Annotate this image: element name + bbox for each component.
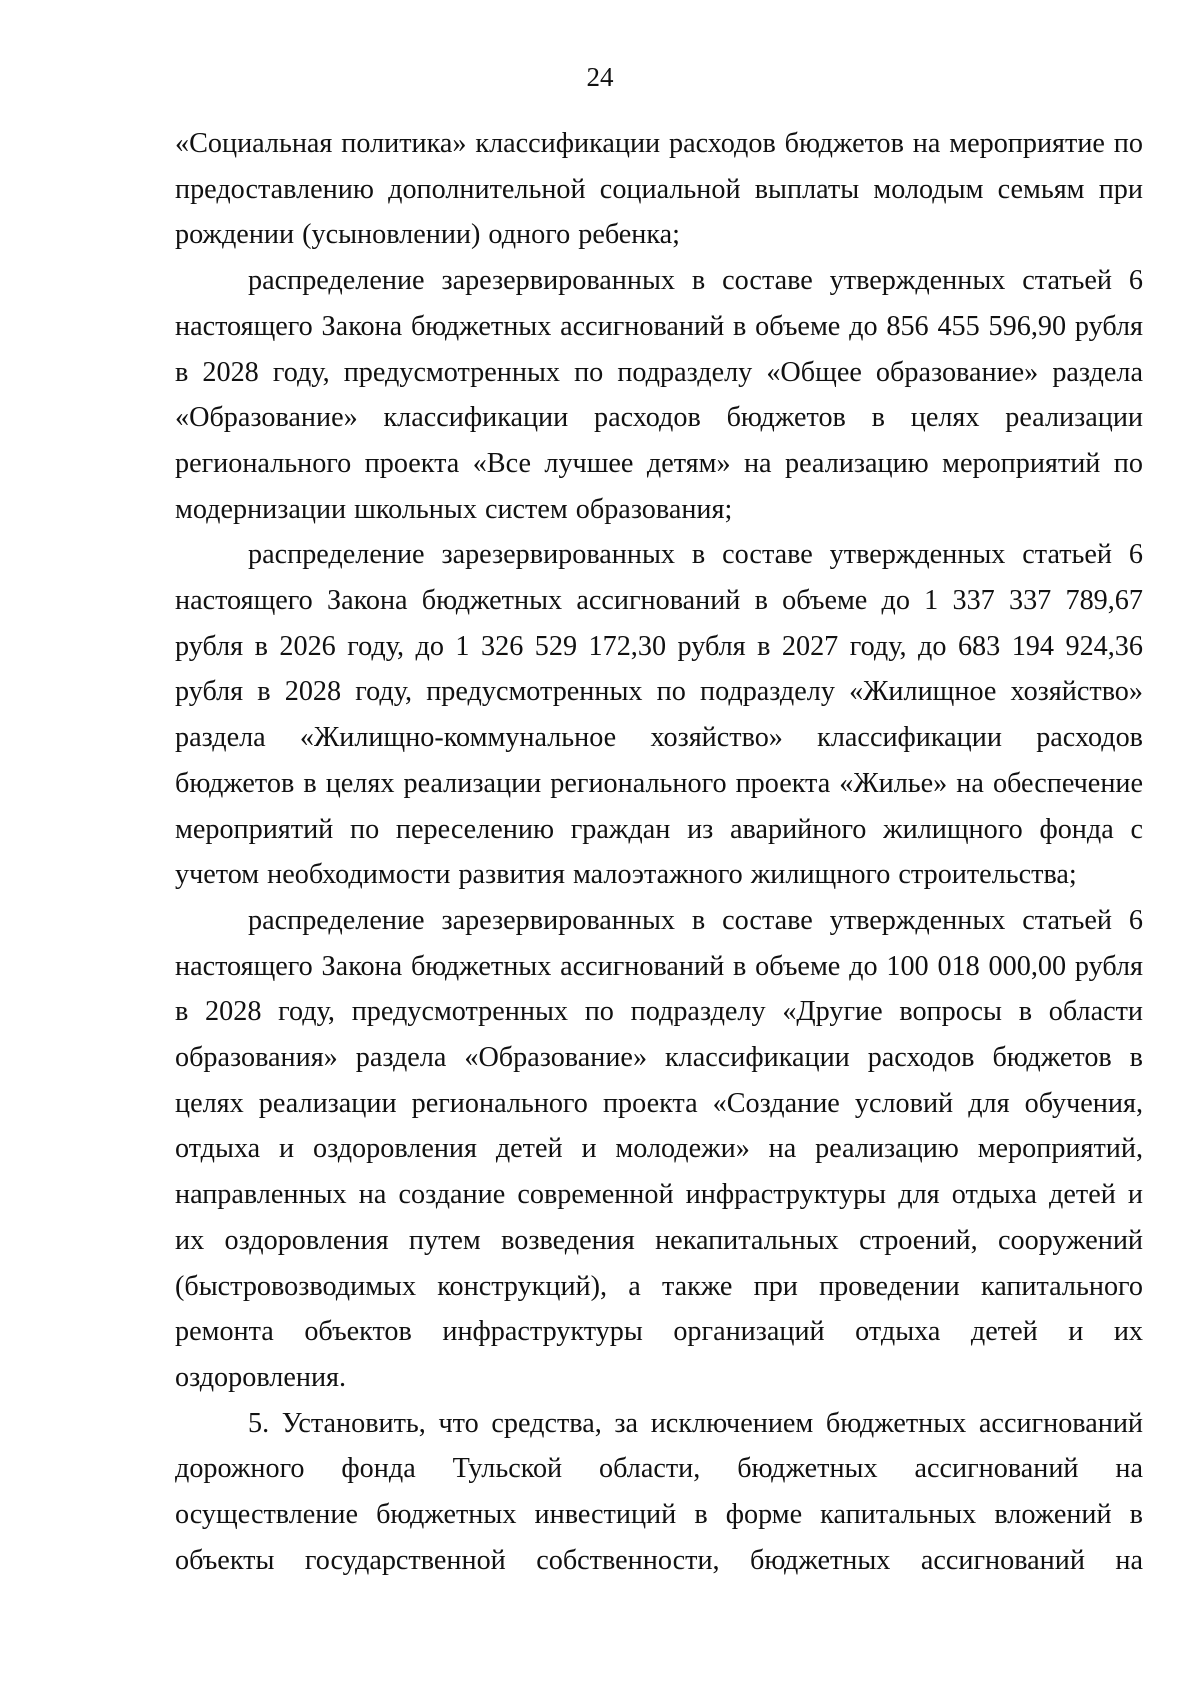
paragraph-general-education: распределение зарезервированных в составе утвержденных статьей 6 настоящего Закона бюджетных ассигнований в объеме до 856 455 596,90 рубля в 2028 году, предусмотренных по подразделу «Общее образование» раздела «Образование» классификации расходов бюджетов в целях реализации регионального проекта «Все лучшее детям» на реализацию мероприятий по модернизации школьных систем образования; [175,265,1143,525]
paragraph-social-policy: «Социальная политика» классификации расходов бюджетов на мероприятие по предоставлению дополнительной социальной выплаты молодым семьям при рождении (усыновлении) одного ребенка; [175,128,1143,251]
paragraph-other-education: распределение зарезервированных в составе утвержденных статьей 6 настоящего Закона бюджетных ассигнований в объеме до 100 018 000,00 рубля в 2028 году, предусмотренных по подразделу «Другие вопросы в области образования» раздела «Образование» классификации расходов бюджетов в целях реализации регионального проекта «Создание условий для обучения, отдыха и оздоровления детей и молодежи» на реализацию мероприятий, направленных на создание современной инфраструктуры для отдыха детей и их оздоровления путем возведения некапитальных строений, сооружений (быстровозводимых конструкций), а также при проведении капитального ремонта объектов инфраструктуры организаций отдыха детей и их оздоровления. [175,904,1143,1393]
paragraph-housing: распределение зарезервированных в составе утвержденных статьей 6 настоящего Закона бюджетных ассигнований в объеме до 1 337 337 789,67 рубля в 2026 году, до 1 326 529 172,30 рубля в 2027 году, до 683 194 924,36 рубля в 2028 году, предусмотренных по подразделу «Жилищное хозяйство» раздела «Жилищно-коммунальное хозяйство» классификации расходов бюджетов в целях реализации регионального проекта «Жилье» на обеспечение мероприятий по переселению граждан из аварийного жилищного фонда с учетом необходимости развития малоэтажного жилищного строительства; [175,539,1143,891]
document-body [175,121,1143,1584]
paragraph-item-5: 5. Установить, что средства, за исключением бюджетных ассигнований дорожного фонда Тульской области, бюджетных ассигнований на осуществление бюджетных инвестиций в форме капитальных вложений в объекты государственной собственности, бюджетных ассигнований на [175,1407,1143,1576]
page-number: 24 [586,62,614,92]
